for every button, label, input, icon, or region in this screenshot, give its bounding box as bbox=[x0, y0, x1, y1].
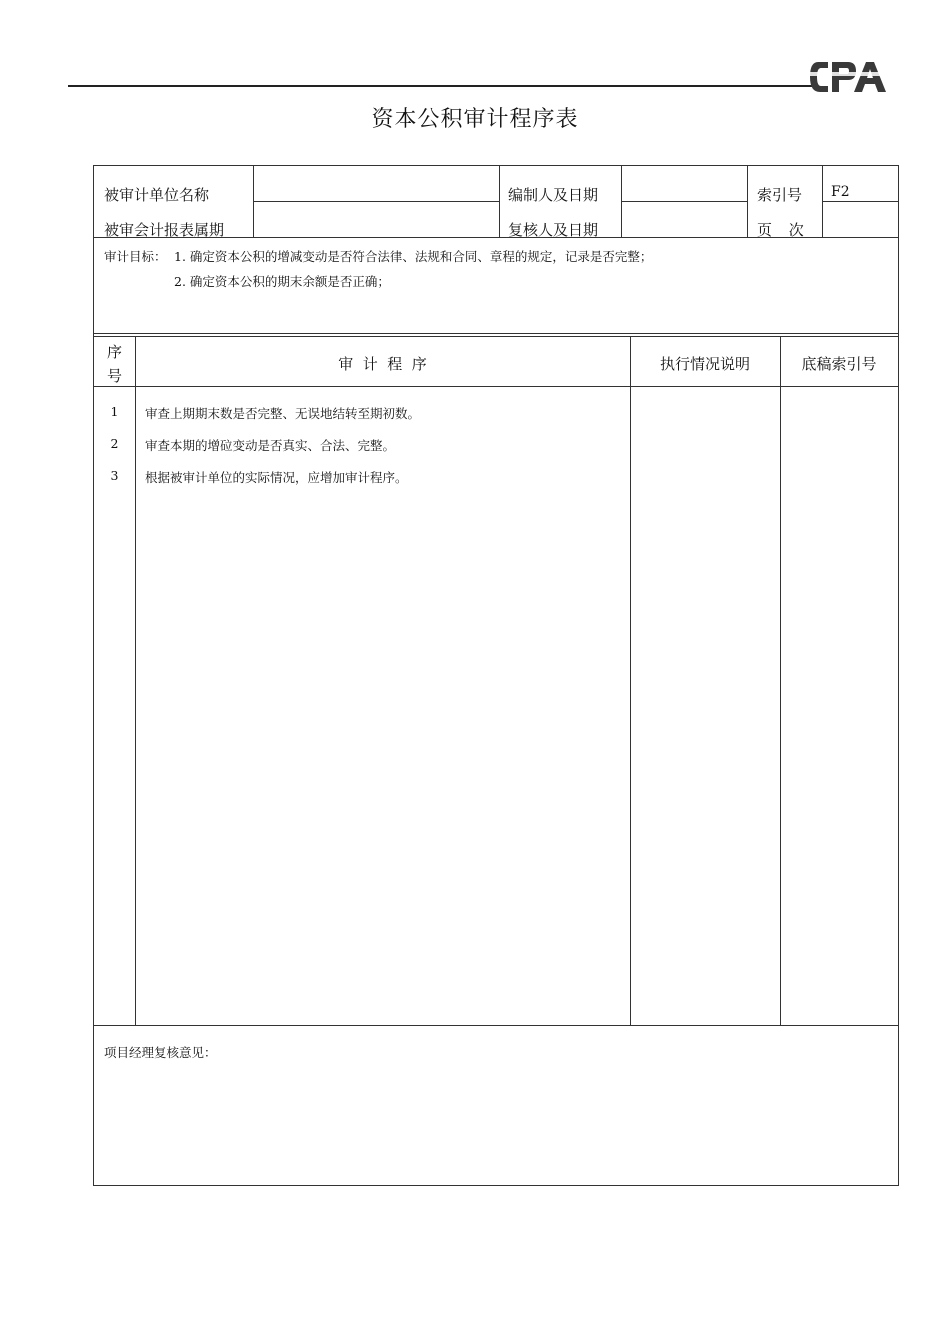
table-bottom-divider bbox=[94, 1025, 898, 1026]
objective-item: 1. 确定资本公积的增减变动是否符合法律、法规和合同、章程的规定，记录是否完整； bbox=[174, 249, 653, 264]
col-divider bbox=[780, 336, 781, 1025]
objectives-label: 审计目标： bbox=[104, 249, 167, 264]
objective-item: 2. 确定资本公积的期末余额是否正确； bbox=[174, 274, 390, 289]
objectives-divider bbox=[94, 333, 898, 334]
objectives-divider bbox=[94, 336, 898, 337]
row-procedure: 根据被审计单位的实际情况，应增加审计程序。 bbox=[145, 470, 408, 485]
period-label: 被审会计报表属期 bbox=[104, 221, 225, 239]
col-divider bbox=[630, 336, 631, 1025]
ref-header: 底稿索引号 bbox=[801, 355, 877, 373]
col-divider bbox=[747, 166, 748, 237]
seq-header-line2: 号 bbox=[106, 367, 122, 385]
page-title: 资本公积审计程序表 bbox=[371, 107, 579, 132]
index-label: 索引号 bbox=[757, 186, 803, 204]
header-rule bbox=[68, 85, 814, 87]
col-divider bbox=[499, 166, 500, 237]
row-number: 1 bbox=[110, 404, 119, 419]
row-procedure: 审查本期的增砬变动是否真实、合法、完整。 bbox=[145, 438, 396, 453]
col-divider bbox=[253, 166, 254, 237]
audited-unit-label: 被审计单位名称 bbox=[104, 186, 210, 204]
row-divider bbox=[253, 201, 499, 202]
row-procedure: 审查上期期末数是否完整、无误地结转至期初数。 bbox=[145, 406, 421, 421]
manager-review-label: 项目经理复核意见： bbox=[104, 1045, 217, 1060]
col-divider bbox=[621, 166, 622, 237]
seq-header-line1: 序 bbox=[106, 343, 122, 361]
row-divider bbox=[621, 201, 747, 202]
manager-review-area[interactable] bbox=[95, 1066, 895, 1181]
row-number: 2 bbox=[110, 436, 119, 451]
col-divider bbox=[135, 336, 136, 1025]
cpa-logo bbox=[808, 56, 888, 98]
audit-form bbox=[93, 165, 899, 1186]
preparer-label: 编制人及日期 bbox=[508, 186, 599, 204]
execution-header: 执行情况说明 bbox=[659, 355, 750, 373]
reviewer-label: 复核人及日期 bbox=[508, 221, 599, 239]
page-label: 页 次 bbox=[757, 221, 804, 239]
procedure-header: 审 计 程 序 bbox=[338, 355, 427, 373]
table-header-divider bbox=[94, 386, 898, 387]
col-divider bbox=[822, 166, 823, 237]
row-number: 3 bbox=[110, 468, 119, 483]
row-divider bbox=[822, 201, 898, 202]
logo-text: CPA bbox=[848, 97, 851, 98]
index-value[interactable]: F2 bbox=[831, 184, 850, 200]
